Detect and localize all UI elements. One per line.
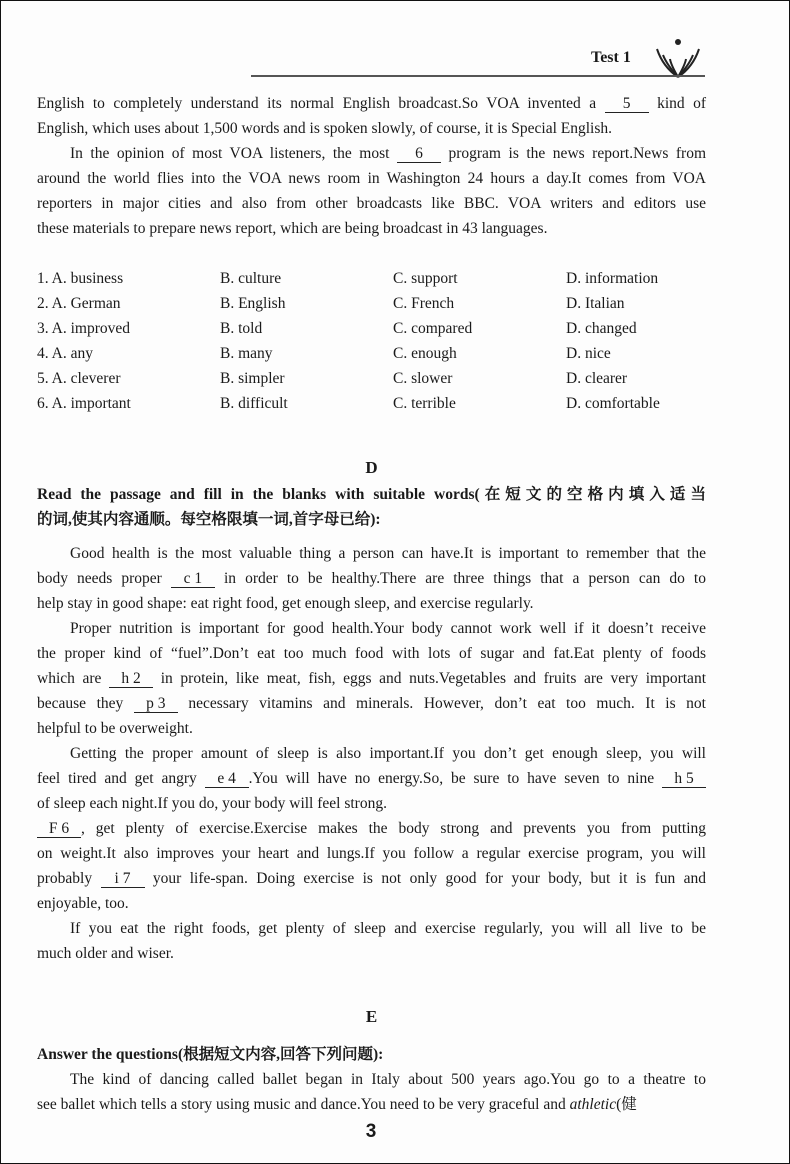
- option-choice: C. French: [393, 295, 455, 312]
- option-choice: C. enough: [393, 345, 457, 362]
- option-choice: D. Italian: [566, 295, 625, 312]
- option-row: [37, 291, 706, 316]
- text-line: [37, 891, 706, 916]
- text-line: [37, 816, 706, 841]
- text-segment: Good health is the most valuable thing a person can have.It is important to remember that the: [70, 545, 706, 562]
- option-row: [37, 266, 706, 291]
- text-segment: your life-span. Doing exercise is not only good for your body, but it is fun and: [144, 870, 706, 887]
- section-d-heading: D: [365, 458, 378, 477]
- text-line: [37, 591, 706, 616]
- text-segment: because they: [37, 695, 134, 712]
- option-choice: 1. A. business: [37, 270, 124, 287]
- section-e-instruction: Answer the questions(根据短文内容,回答下列问题):: [37, 1046, 384, 1063]
- text-line: [37, 541, 706, 566]
- text-line: The kind of dancing called ballet began in Italy about 500 years ago.You go to a theatre to: [70, 1071, 706, 1088]
- text-segment: Read the passage and fill in the blanks with suitable words(在短文的空格内填入适当: [37, 486, 706, 503]
- answer-blank: p 3: [134, 695, 178, 713]
- instruction-line: [37, 482, 706, 507]
- option-choice: B. simpler: [220, 370, 285, 387]
- paragraph: [37, 141, 706, 241]
- page-number: 3: [365, 1121, 377, 1142]
- text-line: [37, 566, 706, 591]
- text-segment: see ballet which tells a story using music and dance.You need to be very graceful and: [37, 1096, 570, 1113]
- option-choice: 4. A. any: [37, 345, 93, 362]
- instruction-line: [37, 507, 706, 532]
- text-segment: probably: [37, 870, 101, 887]
- option-choice: C. slower: [393, 370, 453, 387]
- text-segment: which are: [37, 670, 110, 687]
- option-row: [37, 341, 706, 366]
- text-line: [37, 166, 706, 191]
- answer-blank: 5: [605, 95, 649, 113]
- answer-blank: h 5: [662, 770, 706, 788]
- italic-word: athletic: [569, 1096, 617, 1113]
- section-e-heading: E: [365, 1007, 378, 1026]
- text-line: [37, 841, 706, 866]
- text-segment: 的词,使其内容通顺。每空格限填一词,首字母已给):: [37, 511, 381, 528]
- answer-blank: 6: [397, 145, 441, 163]
- text-line: [37, 766, 706, 791]
- text-segment: English, which uses about 1,500 words and is spoken slowly, of course, it is Special English.: [37, 120, 613, 137]
- answer-blank: c 1: [171, 570, 215, 588]
- text-line: [37, 616, 706, 641]
- option-choice: C. support: [393, 270, 458, 287]
- option-choice: B. culture: [220, 270, 282, 287]
- option-choice: 6. A. important: [37, 395, 131, 412]
- section-d-instruction: [37, 482, 706, 532]
- page-body: [37, 91, 706, 1117]
- option-choice: C. terrible: [393, 395, 456, 412]
- option-choice: D. nice: [566, 345, 611, 362]
- text-line: [37, 916, 706, 941]
- text-segment: program is the news report.News from: [440, 145, 707, 162]
- option-choice: B. many: [220, 345, 273, 362]
- option-choice: B. difficult: [220, 395, 288, 412]
- text-segment: (健: [616, 1096, 637, 1113]
- option-choice: D. comfortable: [566, 395, 660, 412]
- text-line: [37, 641, 706, 666]
- option-choice: 3. A. improved: [37, 320, 130, 337]
- option-row: [37, 391, 706, 416]
- paragraph: [37, 916, 706, 966]
- paragraph: [37, 741, 706, 816]
- answer-blank: F 6: [37, 820, 81, 838]
- option-choice: B. told: [220, 320, 263, 337]
- option-choice: D. clearer: [566, 370, 628, 387]
- text-segment: much older and wiser.: [37, 945, 174, 962]
- text-segment: in order to be healthy.There are three things that a person can do to: [214, 570, 706, 587]
- leaf-logo-icon: [653, 37, 703, 79]
- option-row: [37, 366, 706, 391]
- text-line: [37, 941, 706, 966]
- text-segment: body needs proper: [37, 570, 171, 587]
- text-segment: , get plenty of exercise.Exercise makes the body strong and prevents you from putting: [81, 820, 706, 837]
- text-segment: English to completely understand its normal English broadcast.So VOA invented a: [37, 95, 605, 112]
- text-line: [37, 666, 706, 691]
- option-row: [37, 316, 706, 341]
- text-segment: If you eat the right foods, get plenty of sleep and exercise regularly, you will all live to be: [70, 920, 706, 937]
- options-table: [37, 266, 706, 416]
- text-segment: help stay in good shape: eat right food, get enough sleep, and exercise regularly.: [37, 595, 534, 612]
- text-line: [37, 791, 706, 816]
- text-line: [37, 716, 706, 741]
- text-line: [37, 191, 706, 216]
- text-line: [37, 1092, 706, 1117]
- text-segment: enjoyable, too.: [37, 895, 129, 912]
- paragraph: [37, 816, 706, 916]
- text-segment: these materials to prepare news report, which are being broadcast in 43 languages.: [37, 220, 548, 237]
- text-segment: Getting the proper amount of sleep is also important.If you don’t get enough sleep, you will: [70, 745, 706, 762]
- text-segment: In the opinion of most VOA listeners, the most: [70, 145, 397, 162]
- text-line: [37, 691, 706, 716]
- option-choice: 5. A. cleverer: [37, 370, 121, 387]
- option-choice: D. changed: [566, 320, 637, 337]
- answer-blank: e 4: [205, 770, 249, 788]
- paragraph: [37, 541, 706, 616]
- option-choice: C. compared: [393, 320, 473, 337]
- header-rule: [251, 75, 705, 77]
- section-d-passage: [37, 541, 706, 966]
- text-segment: feel tired and get angry: [37, 770, 205, 787]
- text-segment: necessary vitamins and minerals. However, don’t eat too much. It is not: [177, 695, 706, 712]
- passage-c-continuation: [37, 91, 706, 241]
- text-segment: .You will have no energy.So, be sure to have seven to nine: [248, 770, 662, 787]
- option-choice: B. English: [220, 295, 286, 312]
- text-segment: helpful to be overweight.: [37, 720, 193, 737]
- text-segment: the proper kind of “fuel”.Don’t eat too much food with lots of sugar and fat.Eat plenty of foods: [37, 645, 706, 662]
- option-choice: D. information: [566, 270, 659, 287]
- text-segment: kind of: [648, 95, 706, 112]
- text-line: [37, 91, 706, 116]
- running-header-title: Test 1: [591, 49, 631, 66]
- paragraph: [37, 91, 706, 141]
- text-segment: in protein, like meat, fish, eggs and nuts.Vegetables and fruits are very important: [153, 670, 706, 687]
- text-segment: reporters in major cities and also from other broadcasts like BBC. VOA writers and editors use: [37, 195, 706, 212]
- option-choice: 2. A. German: [37, 295, 121, 312]
- text-line: [37, 141, 706, 166]
- text-segment: Proper nutrition is important for good health.Your body cannot work well if it doesn’t receive: [70, 620, 706, 637]
- paragraph: [37, 616, 706, 741]
- text-line: [37, 216, 706, 241]
- text-segment: on weight.It also improves your heart and lungs.If you follow a regular exercise program, you will: [37, 845, 706, 862]
- text-line: [37, 116, 706, 141]
- answer-blank: h 2: [109, 670, 153, 688]
- text-segment: of sleep each night.If you do, your body will feel strong.: [37, 795, 387, 812]
- text-line: [37, 866, 706, 891]
- answer-blank: i 7: [101, 870, 145, 888]
- text-segment: around the world flies into the VOA news room in Washington 24 hours a day.It comes from VOA: [37, 170, 706, 187]
- text-line: [37, 741, 706, 766]
